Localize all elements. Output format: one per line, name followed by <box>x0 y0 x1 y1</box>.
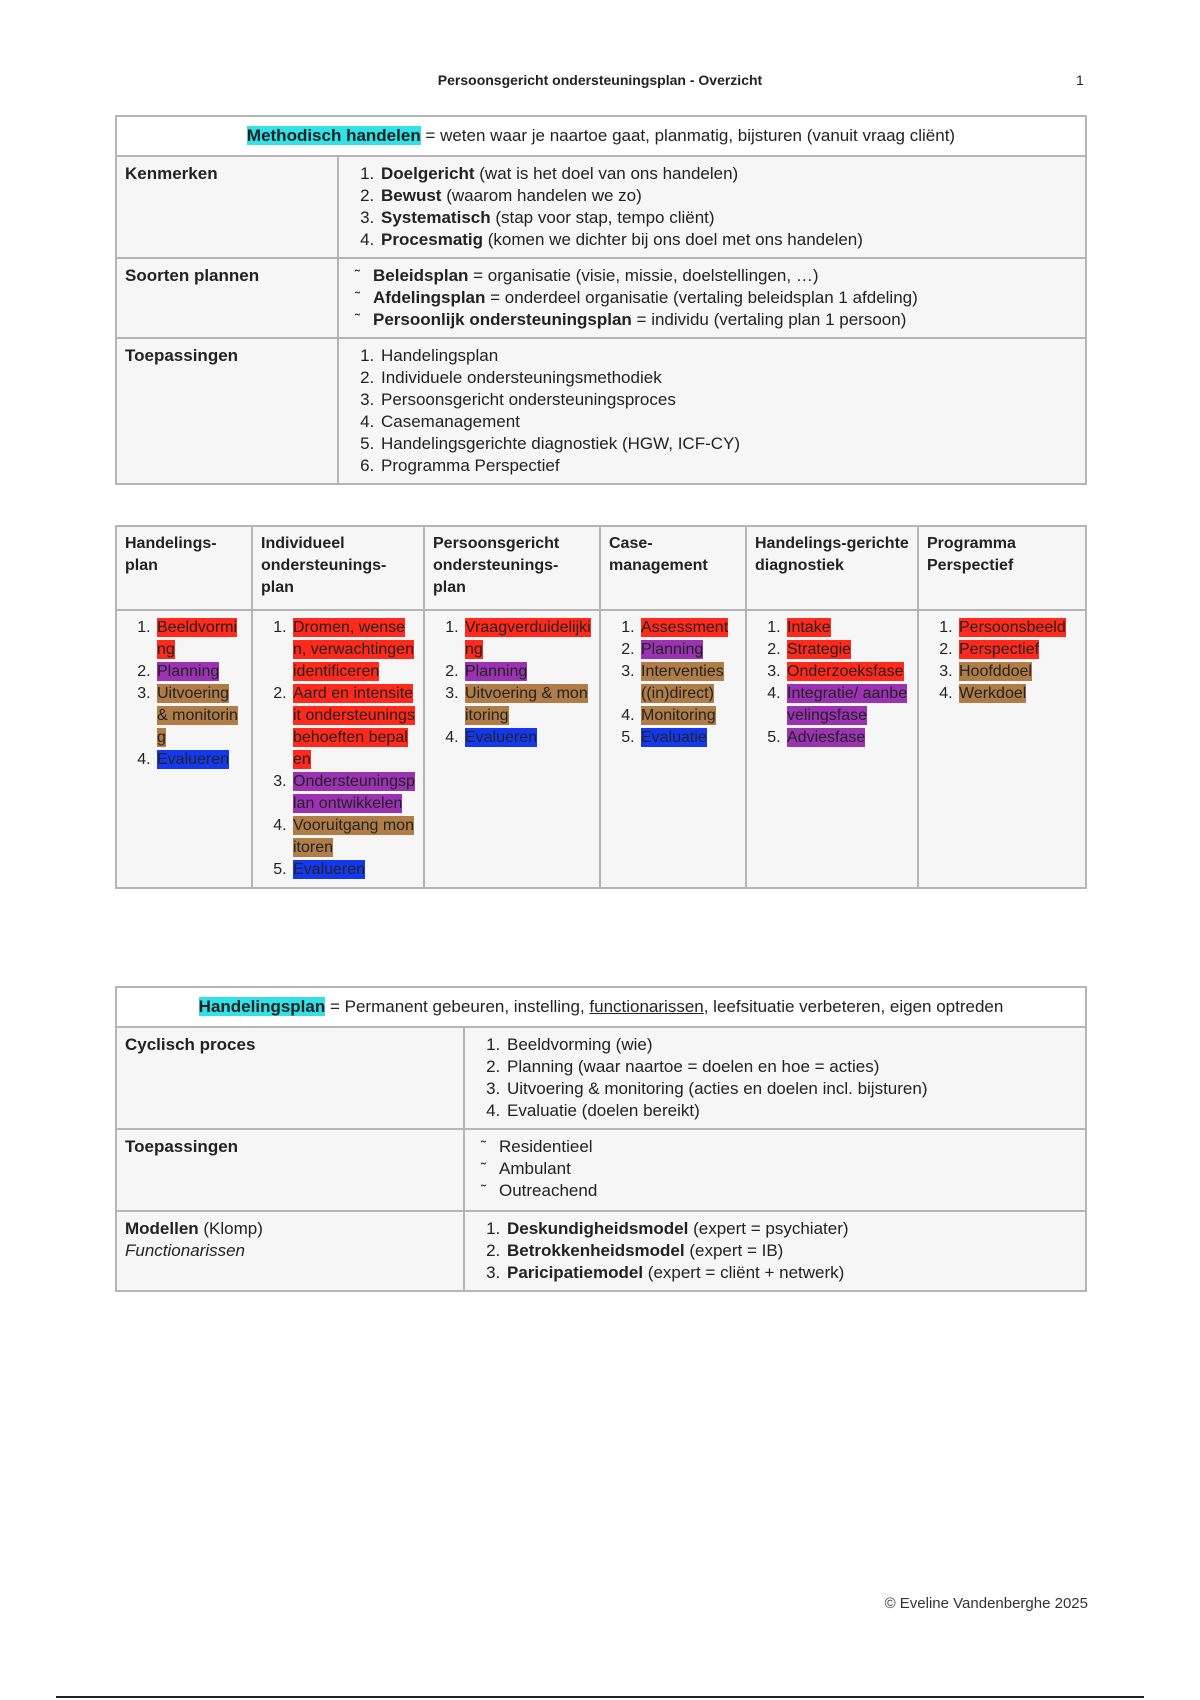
banner-definition-2: , leefsituatie verbeteren, eigen optreden <box>703 997 1004 1016</box>
banner-underlined-term: functionarissen <box>589 997 704 1016</box>
list-item: 2. Planning (waar naartoe = doelen en hoe = acties) <box>505 1056 1077 1078</box>
toepassingen-content <box>464 1129 1086 1211</box>
handelingsplan-banner <box>116 987 1086 1027</box>
column-body <box>746 610 918 888</box>
column-header: Handelings-plan <box>116 526 252 610</box>
list-item: 3. Uitvoering & monitoring (acties en doelen incl. bijsturen) <box>505 1078 1077 1100</box>
step-marker: Planning <box>641 641 704 658</box>
step-marker: Planning <box>157 663 220 680</box>
step-marker: Assessment <box>641 619 729 636</box>
list-item: 2. Bewust (waarom handelen we zo) <box>379 185 1077 207</box>
column-header: Programma Perspectief <box>918 526 1086 610</box>
list-item: 3. Paricipatiemodel (expert = cliënt + netwerk) <box>505 1262 1077 1284</box>
step-item <box>463 661 591 683</box>
list-item: 6. Programma Perspectief <box>379 455 1077 477</box>
cyclisch-proces-content <box>464 1027 1086 1129</box>
step-item <box>957 683 1077 705</box>
list-item: 1. Doelgericht (wat is het doel van ons handelen) <box>379 163 1077 185</box>
step-marker: Interventies ((in)direct) <box>641 663 724 702</box>
banner-definition-1: = Permanent gebeuren, instelling, <box>325 997 590 1016</box>
list-item: 5. Handelingsgerichte diagnostiek (HGW, ICF-CY) <box>379 433 1077 455</box>
comparison-body-row <box>116 610 1086 888</box>
step-item <box>639 661 737 705</box>
soorten-plannen-list <box>347 265 1077 331</box>
step-marker: Ondersteuningsplan ontwikkelen <box>293 773 415 812</box>
list-item: 3. Systematisch (stap voor stap, tempo cliënt) <box>379 207 1077 229</box>
step-marker: Integratie/ aanbevelingsfase <box>787 685 908 724</box>
step-marker: Vooruitgang monitoren <box>293 817 414 856</box>
copyright-footer: © Eveline Vandenberghe 2025 <box>884 1595 1088 1612</box>
toepassingen-content <box>338 338 1086 484</box>
toepassingen-list <box>347 345 1077 477</box>
step-marker: Evalueren <box>157 751 230 768</box>
toepassingen-list <box>473 1136 1077 1202</box>
row-label-kenmerken: Kenmerken <box>116 156 338 258</box>
step-marker: Onderzoeksfase <box>787 663 904 680</box>
row-label-toepassingen: Toepassingen <box>116 1129 464 1211</box>
row-label-modellen <box>116 1211 464 1291</box>
steps-list <box>755 617 909 749</box>
step-marker: Werkdoel <box>959 685 1027 702</box>
comparison-table <box>115 525 1087 889</box>
step-marker: Perspectief <box>959 641 1040 658</box>
list-item: 4. Evaluatie (doelen bereikt) <box>505 1100 1077 1122</box>
step-marker: Hoofddoel <box>959 663 1032 680</box>
step-item <box>957 639 1077 661</box>
banner-definition: = weten waar je naartoe gaat, planmatig, bijsturen (vanuit vraag cliënt) <box>420 126 956 145</box>
modellen-content <box>464 1211 1086 1291</box>
step-item <box>463 727 591 749</box>
methodisch-handelen-banner <box>116 116 1086 156</box>
soorten-plannen-content <box>338 258 1086 338</box>
column-header: Case-management <box>600 526 746 610</box>
step-marker: Intake <box>787 619 831 636</box>
list-item: ˜ Afdelingsplan = onderdeel organisatie (vertaling beleidsplan 1 afdeling) <box>347 287 1077 309</box>
step-item <box>155 683 243 749</box>
step-marker: Adviesfase <box>787 729 866 746</box>
step-item <box>957 617 1077 639</box>
comparison-header-row <box>116 526 1086 610</box>
column-body <box>424 610 600 888</box>
step-item <box>291 815 415 859</box>
list-item: ˜ Persoonlijk ondersteuningsplan = individu (vertaling plan 1 persoon) <box>347 309 1077 331</box>
step-item <box>639 727 737 749</box>
step-item <box>463 617 591 661</box>
column-body <box>116 610 252 888</box>
step-item <box>785 617 909 639</box>
step-item <box>155 617 243 661</box>
list-item: ˜ Beleidsplan = organisatie (visie, missie, doelstellingen, …) <box>347 265 1077 287</box>
methodisch-handelen-table <box>115 115 1087 485</box>
step-marker: Evalueren <box>293 861 366 878</box>
step-marker: Planning <box>465 663 528 680</box>
step-item <box>639 639 737 661</box>
steps-list <box>927 617 1077 705</box>
step-item <box>785 727 909 749</box>
step-marker: Dromen, wensen, verwachtingen identificeren <box>293 619 414 680</box>
list-item: 4. Casemanagement <box>379 411 1077 433</box>
list-item: ˜ Residentieel <box>473 1136 1077 1158</box>
steps-list <box>125 617 243 771</box>
column-body <box>918 610 1086 888</box>
step-item <box>291 683 415 771</box>
kenmerken-list <box>347 163 1077 251</box>
step-item <box>639 617 737 639</box>
step-marker: Beeldvorming <box>157 619 238 658</box>
modellen-label: Modellen <box>125 1219 199 1238</box>
banner-term: Handelingsplan <box>198 997 326 1016</box>
step-item <box>155 749 243 771</box>
list-item: 4. Procesmatig (komen we dichter bij ons doel met ons handelen) <box>379 229 1077 251</box>
handelingsplan-table <box>115 986 1087 1292</box>
step-item <box>639 705 737 727</box>
column-header: Handelings-gerichte diagnostiek <box>746 526 918 610</box>
list-item: 2. Individuele ondersteuningsmethodiek <box>379 367 1077 389</box>
list-item: 2. Betrokkenheidsmodel (expert = IB) <box>505 1240 1077 1262</box>
step-marker: Evalueren <box>465 729 538 746</box>
step-marker: Aard en intensiteit ondersteuningsbehoeften bepalen <box>293 685 415 768</box>
column-header: Individueel ondersteunings-plan <box>252 526 424 610</box>
step-item <box>291 859 415 881</box>
list-item: ˜ Ambulant <box>473 1158 1077 1180</box>
modellen-sublabel: Functionarissen <box>125 1241 246 1260</box>
steps-list <box>433 617 591 749</box>
step-item <box>785 661 909 683</box>
step-marker: Monitoring <box>641 707 716 724</box>
cyclisch-proces-list <box>473 1034 1077 1122</box>
column-header: Persoonsgericht ondersteunings-plan <box>424 526 600 610</box>
modellen-list <box>473 1218 1077 1284</box>
row-label-toepassingen: Toepassingen <box>116 338 338 484</box>
step-marker: Uitvoering & monitoring <box>465 685 588 724</box>
step-item <box>155 661 243 683</box>
step-marker: Evaluatie <box>641 729 707 746</box>
column-body <box>600 610 746 888</box>
kenmerken-content <box>338 156 1086 258</box>
list-item: 1. Handelingsplan <box>379 345 1077 367</box>
step-item <box>785 683 909 727</box>
step-item <box>785 639 909 661</box>
step-marker: Uitvoering & monitoring <box>157 685 238 746</box>
step-item <box>957 661 1077 683</box>
list-item: 3. Persoonsgericht ondersteuningsproces <box>379 389 1077 411</box>
step-item <box>291 771 415 815</box>
row-label-cyclisch-proces: Cyclisch proces <box>116 1027 464 1129</box>
list-item: ˜ Outreachend <box>473 1180 1077 1202</box>
list-item: 1. Beeldvorming (wie) <box>505 1034 1077 1056</box>
modellen-label-suffix: (Klomp) <box>198 1219 263 1238</box>
steps-list <box>609 617 737 749</box>
step-item <box>291 617 415 683</box>
step-item <box>463 683 591 727</box>
step-marker: Strategie <box>787 641 852 658</box>
row-label-soorten-plannen: Soorten plannen <box>116 258 338 338</box>
banner-term: Methodisch handelen <box>246 126 421 145</box>
list-item: 1. Deskundigheidsmodel (expert = psychiater) <box>505 1218 1077 1240</box>
page-number: 1 <box>1076 72 1084 88</box>
steps-list <box>261 617 415 881</box>
step-marker: Vraagverduidelijking <box>465 619 591 658</box>
bottom-divider <box>56 1696 1144 1698</box>
step-marker: Persoonsbeeld <box>959 619 1066 636</box>
page-header-title: Persoonsgericht ondersteuningsplan - Overzicht <box>437 72 763 88</box>
column-body <box>252 610 424 888</box>
